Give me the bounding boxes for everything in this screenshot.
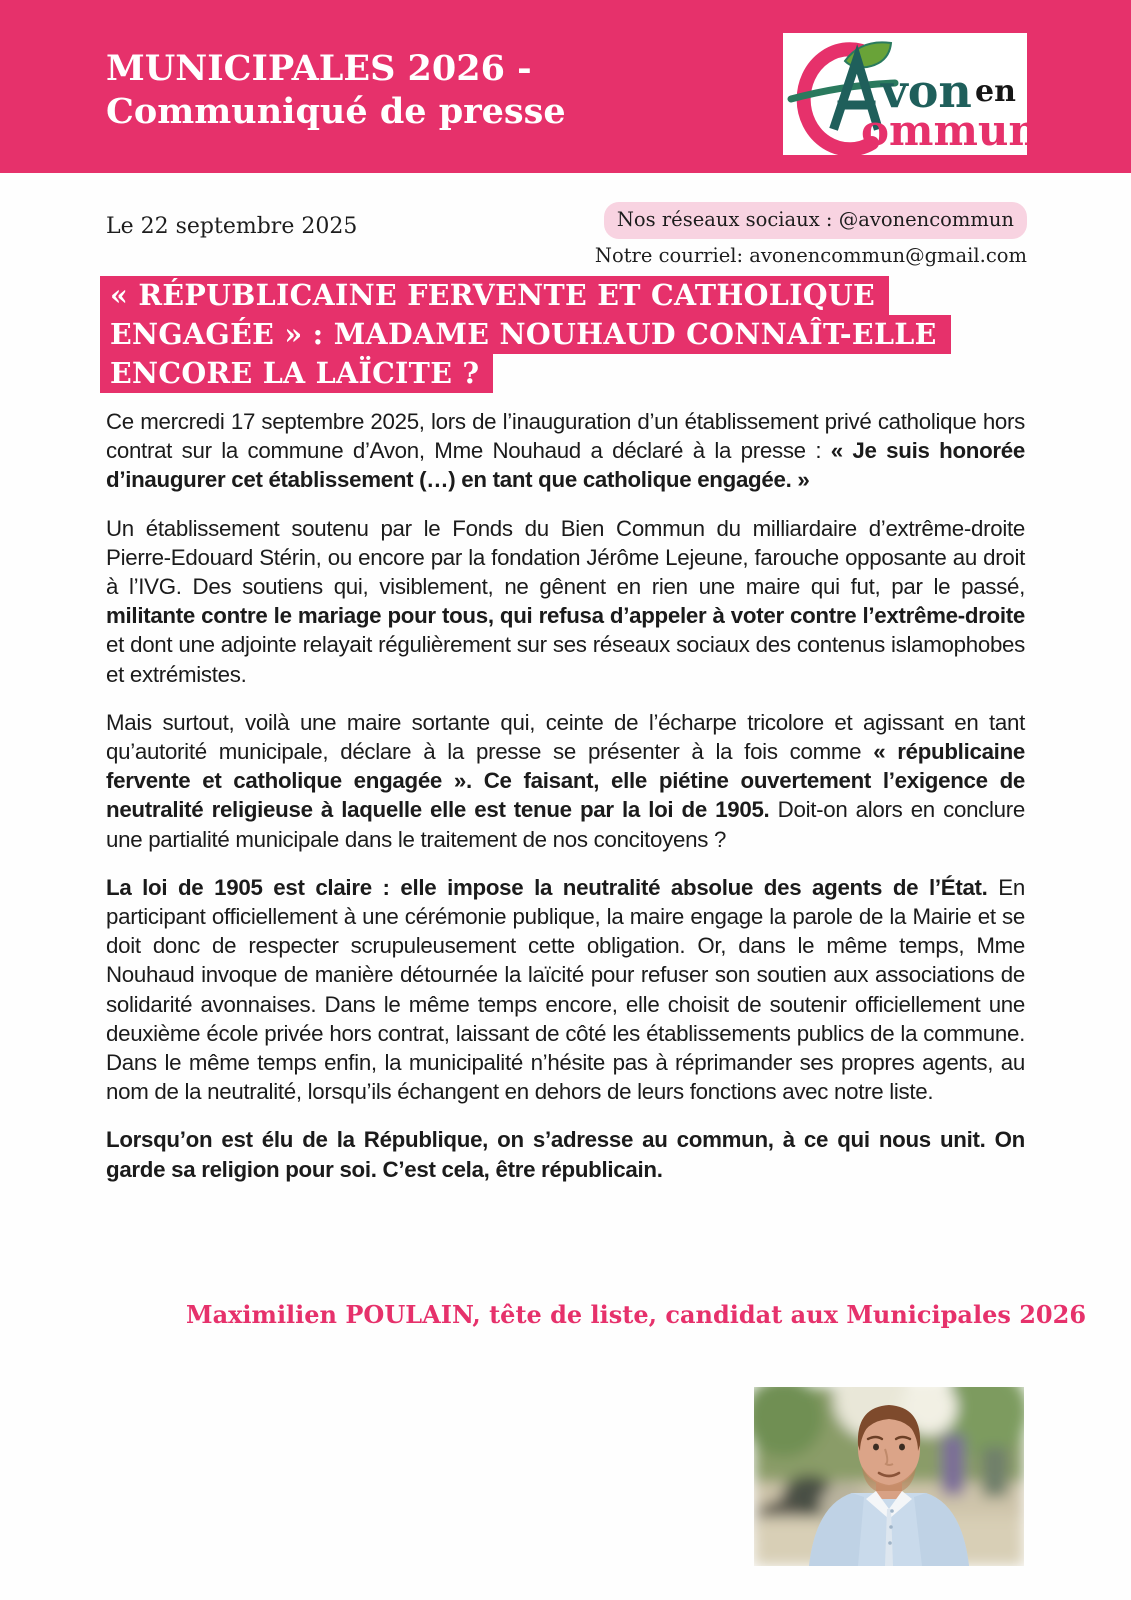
logo-graphic (783, 33, 1027, 155)
headline-line: ENCORE LA LAÏCITE ? (100, 354, 951, 393)
banner-title-line2: Communiqué de presse (106, 90, 566, 132)
paragraph: Mais surtout, voilà une maire sortante qui, ceinte de l’écharpe tricolore et agissant en tant qu’autorité municipale, déclare à la presse se présenter à la fois comme « républicaine fervente et catholique engagée ». Ce faisant, elle piétine ouvertement l’exigence de neutralité religieuse à laquelle elle est tenue par la loi de 1905. Doit-on alors en conclure une partialité municipale dans le traitement de nos concitoyens ? (106, 709, 1025, 852)
candidate-photo (754, 1387, 1024, 1566)
paragraph: Un établissement soutenu par le Fonds du Bien Commun du milliardaire d’extrême-droite Pierre-Edouard Stérin, ou encore par la fondation Jérôme Lejeune, farouche opposante au droit à l’IVG. Des soutiens qui, visiblement, ne gênent en rien une maire qui fut, par le passé, militante contre le mariage pour tous, qui refusa d’appeler à voter contre l’extrême-droite et dont une adjointe relayait régulièrement sur ses réseaux sociaux des contenus islamophobes et extrémistes. (106, 515, 1025, 687)
date-text: Le 22 septembre 2025 (106, 214, 358, 239)
paragraph: Lorsqu’on est élu de la République, on s’adresse au commun, à ce qui nous unit. On garde sa religion pour soi. C’est cela, être républicain. (106, 1127, 1025, 1182)
headline-line: ENGAGÉE » : MADAME NOUHAUD CONNAÎT-ELLE (100, 315, 951, 354)
logo-von-text: von (881, 64, 972, 118)
article-body (106, 407, 1025, 1203)
banner-title-line1: MUNICIPALES 2026 - (106, 48, 532, 89)
logo-avon-en-commun (783, 33, 1027, 155)
top-banner (0, 0, 1131, 173)
social-handle: Nos réseaux sociaux : @avonencommun (604, 202, 1027, 239)
logo-en-text: en (975, 74, 1016, 109)
paragraph: Ce mercredi 17 septembre 2025, lors de l’inauguration d’un établissement privé catholique hors contrat sur la commune d’Avon, Mme Nouhaud a déclaré à la presse : « Je suis honorée d’inaugurer cet établissement (…) en tant que catholique engagée. » (106, 409, 1025, 493)
banner-title (106, 48, 566, 133)
signature-line: Maximilien POULAIN, tête de liste, candidat aux Municipales 2026 (186, 1300, 1087, 1329)
headline-line: « RÉPUBLICAINE FERVENTE ET CATHOLIQUE (100, 276, 951, 315)
paragraph: La loi de 1905 est claire : elle impose la neutralité absolue des agents de l’État. En participant officiellement à une cérémonie publique, la maire engage la parole de la Mairie et se doit donc de respecter scrupuleusement cette obligation. Or, dans le même temps, Mme Nouhaud invoque de manière détournée la laïcité pour refuser son soutien aux associations de solidarité avonnaises. Dans le même temps encore, elle choisit de soutenir officiellement une deuxième école privée hors contrat, laissant de côté les établissements publics de la commune. Dans le même temps enfin, la municipalité n’hésite pas à réprimander ses propres agents, au nom de la neutralité, lorsqu’ils échangent en dehors de leurs fonctions avec notre liste. (106, 874, 1025, 1105)
logo-ommun-text: ommun (861, 106, 1027, 155)
email-address: Notre courriel: avonencommun@gmail.com (594, 244, 1027, 268)
headline (100, 276, 951, 393)
contact-block (595, 202, 1027, 271)
